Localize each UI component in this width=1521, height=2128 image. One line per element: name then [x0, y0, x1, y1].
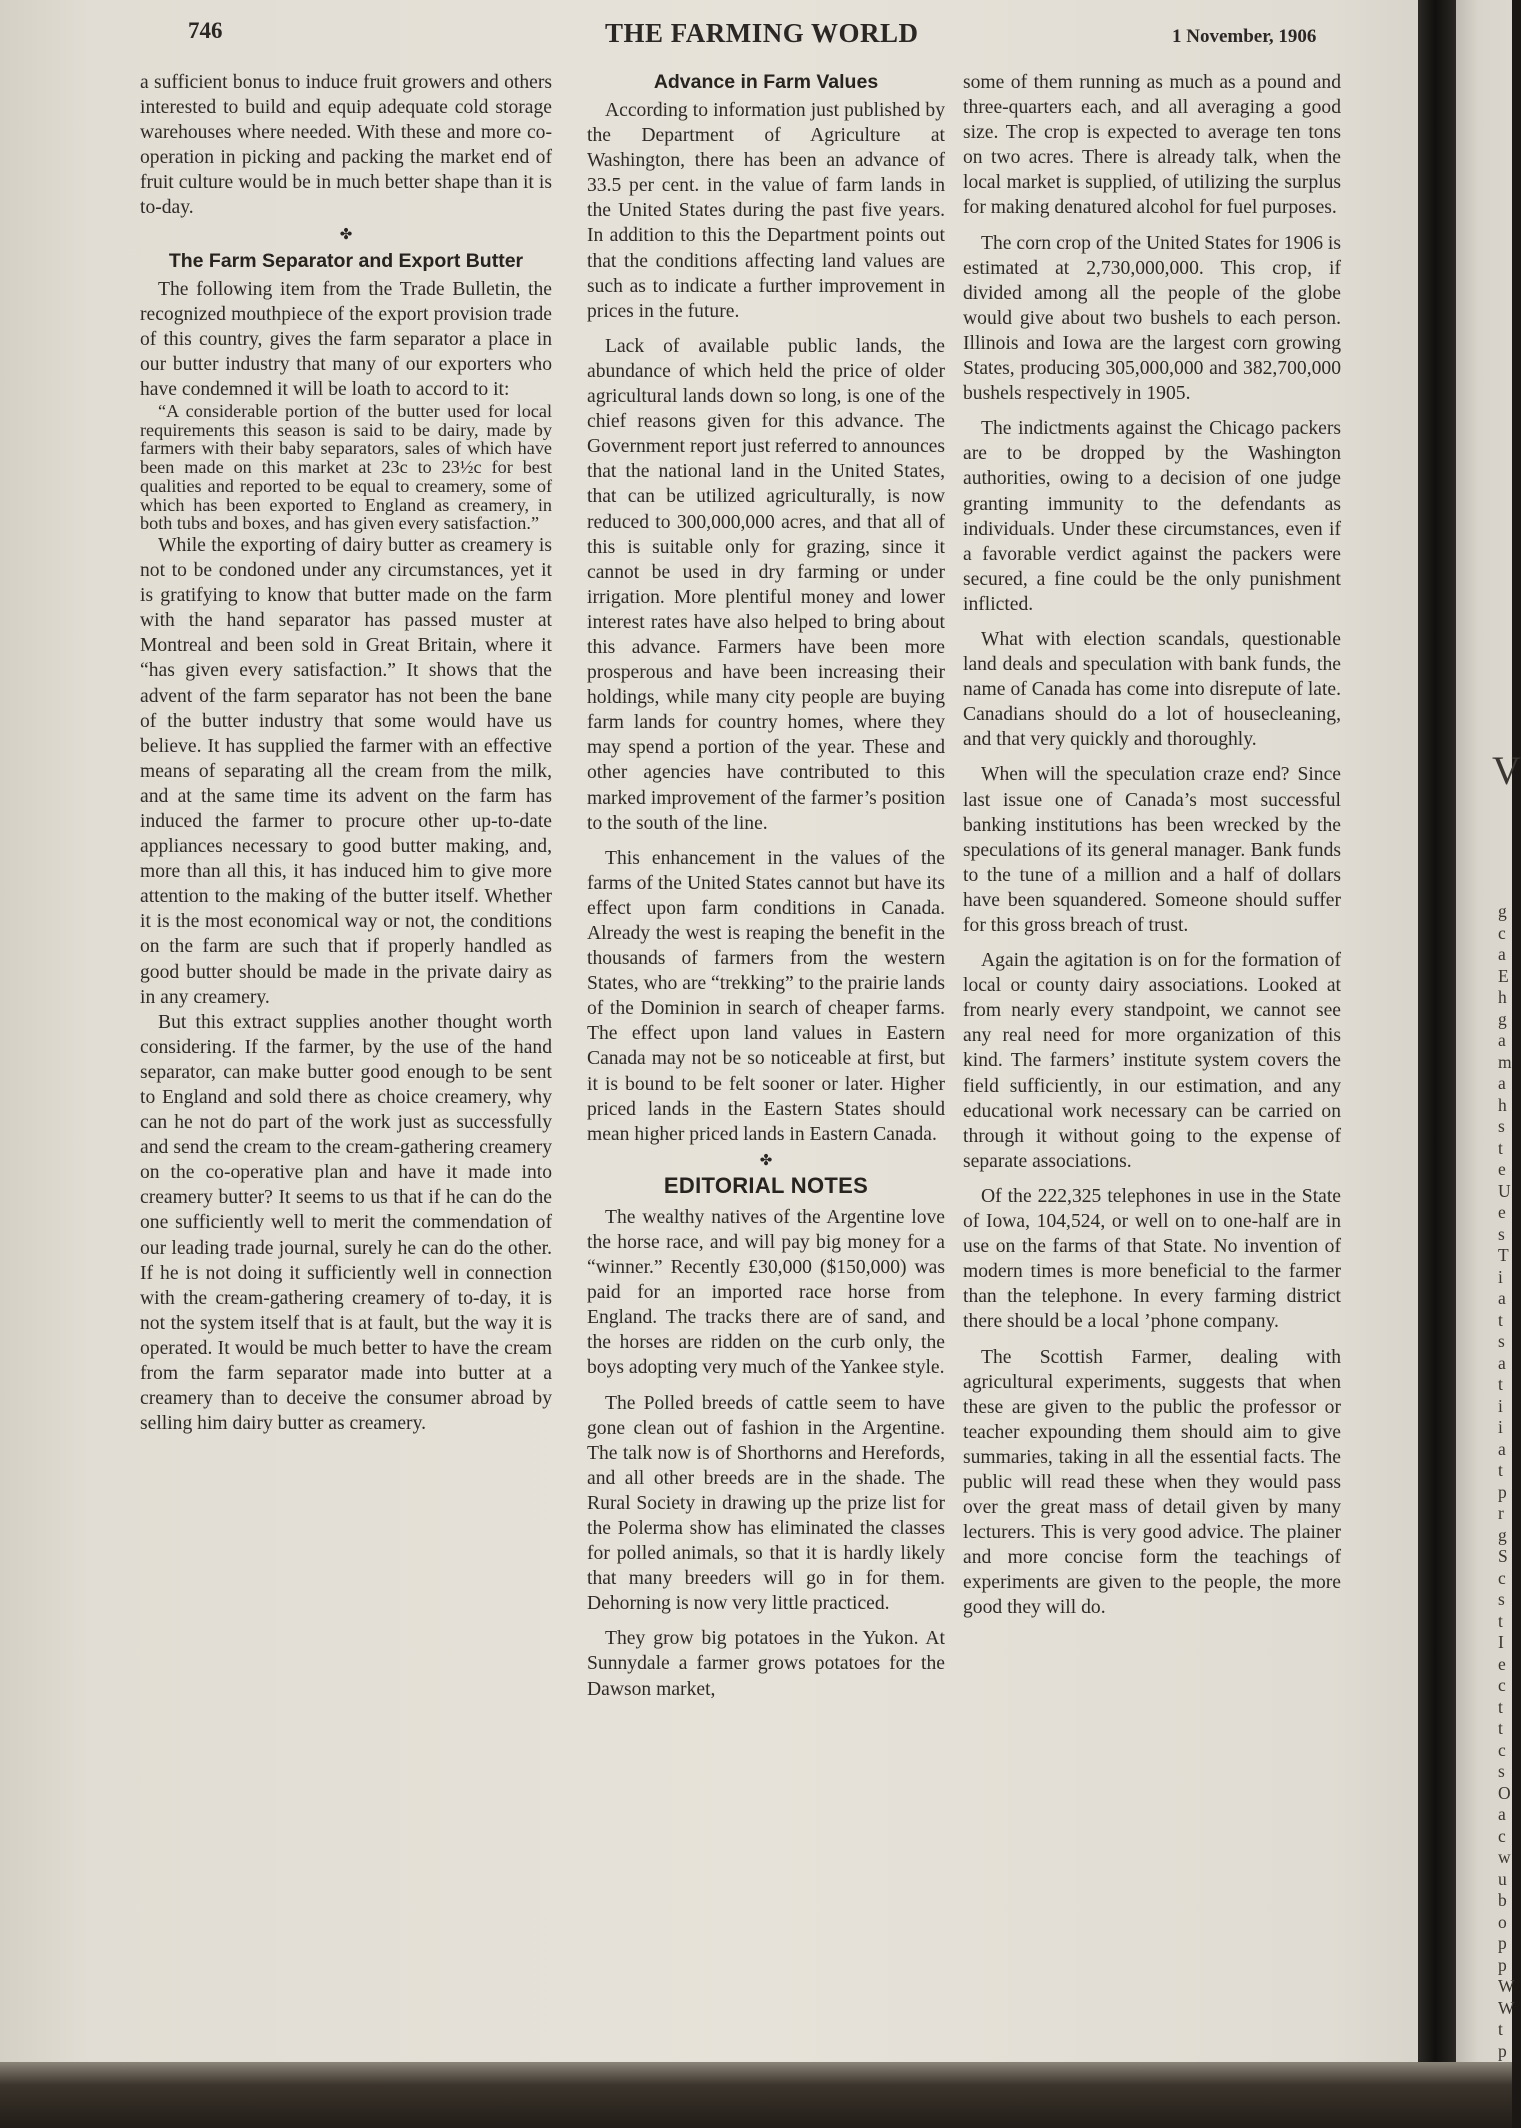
next-page-fragment: S — [1498, 1546, 1508, 1566]
next-page-fragment: s — [1498, 1589, 1505, 1609]
next-page-fragment: t — [1498, 1718, 1503, 1738]
next-page-fragment: o — [1498, 1911, 1507, 1932]
next-page-fragment: s — [1498, 1331, 1505, 1351]
paragraph: They grow big potatoes in the Yukon. At Sunnydale a farmer grows potatoes for the Dawson market, — [587, 1628, 945, 1700]
paragraph: some of them running as much as a pound and three-quarters each, and all averaging a good size. The crop is expected to average ten tons on two acres. There is already talk, when the local market is supplied, of utilizing the surplus for making denatured alcohol for fuel purposes. — [963, 72, 1341, 219]
next-page-fragment: W — [1498, 1976, 1515, 1996]
next-page-fragment: g — [1498, 901, 1507, 921]
paragraph: Of the 222,325 telephones in use in the State of Iowa, 104,524, or well on to one-half are in use on the farms of that State. No invention of modern times is more beneficial to the farmer than the telephone. In every farming district there should be a local ’phone company. — [963, 1185, 1341, 1333]
page-number: 746 — [188, 18, 223, 43]
next-page-fragment: c — [1498, 1739, 1506, 1760]
next-page-fragment: a — [1498, 944, 1506, 964]
next-page-fragment: t — [1498, 1696, 1503, 1717]
ornament-icon: ✤ — [759, 1152, 773, 1169]
next-page-fragment: p — [1498, 1933, 1507, 1953]
next-page-fragment: U — [1498, 1180, 1511, 1201]
next-page-fragment: a — [1498, 1804, 1506, 1824]
block-quote: “A considerable portion of the butter used for local requirements this season is said to be dairy, made by farmers with their baby separators, sales of which have been made on this market at 23c to 23½c for best qualities and reported to be equal to creamery, some of which has been exported to England as creamery, in both tubs and boxes, and has given every satisfaction.” — [140, 401, 552, 534]
next-page-fragment: t — [1498, 2019, 1503, 2039]
book-gutter — [1418, 0, 1456, 2128]
next-page-fragment: i — [1498, 1395, 1503, 1416]
next-page-edge — [1456, 0, 1521, 2128]
next-page-fragment: c — [1498, 1675, 1506, 1695]
next-page-fragment: e — [1498, 1159, 1506, 1179]
next-page-fragment: r — [1498, 1503, 1504, 1523]
issue-date: 1 November, 1906 — [1172, 26, 1317, 47]
paragraph: But this extract supplies another thought worth considering. If the farmer, by the use of the hand separator, can make butter good enough to be sent to England and sold there as choice creamery, why can he not do part of the work just as successfully and send the cream to the cream-gathering creamery on the co-operative plan and have it made into creamery butter? It seems to us that if he can do the one sufficiently well to merit the commendation of our leading trade journal, surely he can do the other. If he is not doing it sufficiently well in connection with the cream-gathering creamery of to-day, it is not the system itself that is at fault, but the way it is operated. It would be much better to have the cream from the farm separator made into butter at a creamery than to deceive the consumer abroad by selling him dairy butter as creamery. — [140, 1011, 552, 1435]
next-page-fragment: s — [1498, 1223, 1505, 1244]
next-page-fragment: e — [1498, 1653, 1506, 1674]
paragraph: What with election scandals, questionable land deals and speculation with bank funds, the name of Canada has come into disrepute of late. Canadians should do a lot of housecleaning, and that very quickly and thoroughly. — [963, 628, 1341, 751]
paragraph: a sufficient bonus to induce fruit growers and others interested to build and equip adequate cold storage warehouses where needed. With these and more co-operation in picking and packing the market end of fruit culture would be in much better shape than it is to-day. — [140, 72, 552, 219]
next-page-fragment: W — [1498, 1997, 1515, 2018]
next-page-fragment: a — [1498, 1030, 1506, 1050]
next-page-fragment: p — [1498, 1954, 1507, 1975]
paragraph: The following item from the Trade Bulletin, the recognized mouthpiece of the export provision trade of this country, gives the farm separator a place in our butter industry that many of our exporters who have condemned it will be loath to accord to it: — [140, 278, 552, 400]
next-page-fragment: i — [1498, 1417, 1503, 1437]
next-page-fragment: c — [1498, 1567, 1506, 1588]
next-page-fragment: t — [1498, 1460, 1503, 1480]
heading-editorial-notes: EDITORIAL NOTES — [663, 1172, 869, 1198]
next-page-fragment: w — [1498, 1847, 1511, 1867]
next-page-fragment: E — [1498, 965, 1509, 986]
next-page-fragment: t — [1498, 1374, 1503, 1394]
next-page-fragment: g — [1498, 1008, 1507, 1029]
paragraph: Lack of available public lands, the abundance of which held the price of older agricultural lands down so long, is one of the chief reasons given for this advance. The Government report just referred to announces that the national land in the United States, that can be utilized agriculturally, is now reduced to 300,000,000 acres, and that all of this is suitable only for grazing, since it cannot be used in dry farming or under irrigation. More plentiful money and lower interest rates have also helped to bring about this advance. Farmers have been more prosperous and have been increasing their holdings, while many city people are buying farm lands for country homes, where they may spend a portion of the year. These and other agencies have contributed to this marked improvement of the farmer’s position to the south of the line. — [587, 335, 945, 834]
next-page-fragment: g — [1498, 1524, 1507, 1545]
paragraph: The corn crop of the United States for 1906 is estimated at 2,730,000,000. This crop, if divided among all the people of the globe would give about two bushels to each person. Illinois and Iowa are the largest corn growing States, producing 305,000,000 and 382,700,000 bushels respectively in 1905. — [963, 232, 1341, 405]
next-page-fragment: b — [1498, 1890, 1507, 1910]
next-page-fragment: O — [1498, 1782, 1511, 1803]
heading-farm-values: Advance in Farm Values — [653, 71, 879, 93]
paragraph: The wealthy natives of the Argentine love the horse race, and will pay big money for a “winner.” Recently £30,000 ($150,000) was paid for an imported race horse from England. The tracks there are of sand, and the horses are ridden on the curb only, the boys adopting very much of the Yankee style. — [587, 1206, 945, 1379]
next-page-fragment: c — [1498, 922, 1506, 943]
ornament-icon: ✤ — [339, 226, 353, 243]
next-page-fragment: e — [1498, 1202, 1506, 1222]
next-page-fragment: t — [1498, 1610, 1503, 1631]
next-page-fragment: c — [1498, 1825, 1506, 1846]
next-page-fragment: h — [1498, 987, 1507, 1007]
next-page-fragment: h — [1498, 1094, 1507, 1115]
column-middle — [587, 70, 945, 1702]
next-page-fragment: p — [1498, 1481, 1507, 1502]
paragraph: Again the agitation is on for the formation of local or county dairy associations. Looked at from nearly every standpoint, we cannot see any real need for more organization of this kind. The farmers’ institute system covers the field sufficiently, in our estimation, and any educational work necessary can be carried on through it without going to the expense of separate associations. — [963, 950, 1341, 1172]
paragraph: According to information just published by the Department of Agriculture at Washington, there has been an advance of 33.5 per cent. in the value of farm lands in the United States during the past five years. In addition to this the Department points out that the conditions affecting land values are such as to indicate a further improvement in prices in the future. — [587, 100, 945, 322]
column-left — [140, 70, 552, 1436]
next-page-initial: V — [1492, 748, 1521, 793]
next-page-fragment: t — [1498, 1309, 1503, 1330]
next-page-fragment: i — [1498, 1266, 1503, 1287]
next-page-fragment: t — [1498, 1137, 1503, 1158]
next-page-fragment: T — [1498, 1245, 1509, 1265]
next-page-fragment: a — [1498, 1438, 1506, 1459]
next-page-fragment: s — [1498, 1761, 1505, 1781]
next-page-fragment: p — [1498, 2040, 1507, 2061]
column-right — [963, 70, 1341, 1621]
next-page-fragment: u — [1498, 1868, 1507, 1889]
heading-farm-separator: The Farm Separator and Export Butter — [168, 249, 524, 272]
next-page-fragment: a — [1498, 1352, 1506, 1373]
masthead-title: THE FARMING WORLD — [605, 18, 919, 48]
next-page-fragment: s — [1498, 1116, 1505, 1136]
paragraph: This enhancement in the values of the farms of the United States cannot but have its effect upon farm conditions in Canada. Already the west is reaping the benefit in the thousands of farmers from the western States, who are “trekking” to the prairie lands of the Dominion in search of cheaper farms. The effect upon land values in Eastern Canada may not be so noticeable at first, but it is bound to be felt sooner or later. Higher priced lands in the Eastern States should mean higher priced lands in Eastern Canada. — [587, 847, 946, 1145]
paragraph: When will the speculation craze end? Since last issue one of Canada’s most successful banking institutions has been wrecked by the speculations of its general manager. Bank funds to the tune of a million and a half of dollars have been squandered. Someone should suffer for this gross breach of trust. — [963, 764, 1341, 936]
paragraph: While the exporting of dairy butter as creamery is not to be condoned under any circumstances, yet it is gratifying to know that butter made on the farm with the hand separator has passed muster at Montreal and been sold in Great Britain, where it “has given every satisfaction.” It shows that the advent of the farm separator has not been the bane of the butter industry that some would have us believe. It has supplied the farmer with an effective means of separating all the cream from the milk, and at the same time its advent on the farm has induced the farmer to procure other up-to-date appliances necessary to good butter making, and, more than all this, it has induced him to give more attention to the making of the butter itself. Whether it is the most economical way or not, the conditions on the farm are such that if properly handled as good butter should be made in the private dairy as in any creamery. — [140, 534, 552, 1008]
paragraph: The Polled breeds of cattle seem to have gone clean out of fashion in the Argentine. The talk now is of Shorthorns and Herefords, and all other breeds are in the shade. The Rural Society in drawing up the prize list for the Polerma show has eliminated the classes for polled animals, so that it is hardly likely that many breeders will go in for them. Dehorning is now very little practiced. — [587, 1392, 945, 1615]
paragraph: The Scottish Farmer, dealing with agricultural experiments, suggests that when these are given to the public the professor or teacher expounding them should aim to give summaries, taking in all the essential facts. The public will read these when they would pass over the great mass of detail given by many lecturers. This is very good advice. The plainer and more concise form the teachings of experiments are given to the people, the more good they will do. — [963, 1346, 1341, 1619]
next-page-fragment: m — [1498, 1051, 1512, 1072]
bottom-shadow — [0, 2062, 1512, 2128]
next-page-fragment: a — [1498, 1288, 1506, 1308]
next-page-fragment: I — [1498, 1632, 1504, 1652]
paragraph: The indictments against the Chicago packers are to be dropped by the Washington authorities, owing to a decision of one judge granting immunity to the defendants as individuals. Under these circumstances, even if a favorable verdict against the packers were secured, a fine could be the only punishment inflicted. — [963, 418, 1341, 615]
next-page-fragment: a — [1498, 1073, 1506, 1093]
